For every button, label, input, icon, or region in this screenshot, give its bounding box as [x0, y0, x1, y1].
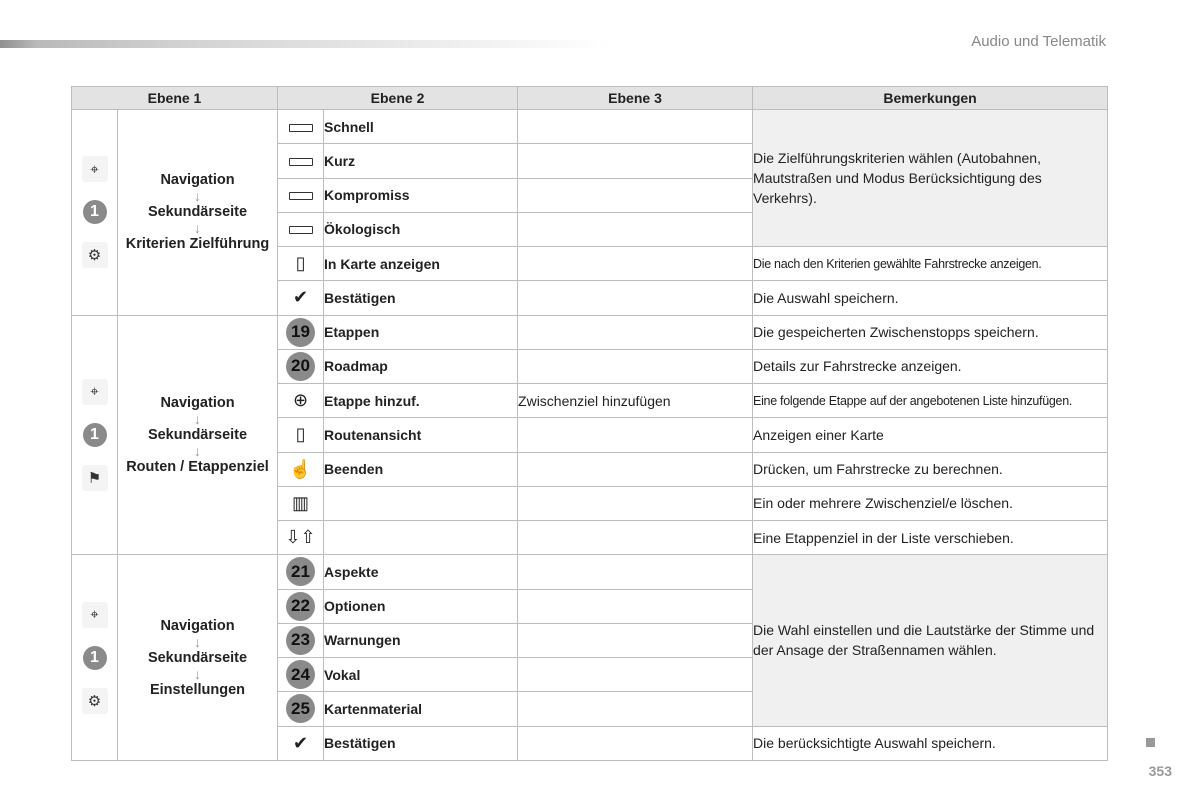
plus-circle-icon: ⊕ [292, 390, 309, 411]
number-19-icon: 19 [286, 318, 315, 347]
table-header-row [72, 87, 1108, 110]
level3-label [518, 315, 753, 349]
bar-icon [289, 124, 313, 132]
map-icon: ▯ [295, 253, 306, 274]
remark-cell: Eine folgende Etappe auf der angebotenen Liste hinzufügen. [753, 384, 1108, 418]
level2-label: Optionen [324, 589, 518, 623]
level2-label: Kurz [324, 144, 518, 178]
number-22-icon: 22 [286, 592, 315, 621]
level2-label [324, 486, 518, 520]
number-25-icon: 25 [286, 694, 315, 723]
level1-icons-cell [72, 555, 118, 761]
level2-label: Beenden [324, 452, 518, 486]
level1-path [118, 315, 278, 555]
bar-icon [289, 226, 313, 234]
level2-label: Bestätigen [324, 726, 518, 761]
check-icon: ✔ [292, 287, 309, 308]
button-1-icon: 1 [83, 200, 107, 224]
level1-icons-cell [72, 110, 118, 316]
trash-icon: ▥ [292, 492, 310, 513]
remark-cell: Die berücksichtigte Auswahl speichern. [753, 726, 1108, 761]
level3-label [518, 589, 753, 623]
remark-cell: Die Wahl einstellen und die Lautstärke der Stimme und der Ansage der Straßennamen wählen. [753, 555, 1108, 726]
navigation-icon: ⌖ [82, 156, 108, 182]
reorder-icon: ⇩⇧ [285, 527, 316, 548]
number-23-icon: 23 [286, 626, 315, 655]
level3-label [518, 212, 753, 246]
remark-cell: Anzeigen einer Karte [753, 418, 1108, 452]
remark-cell: Eine Etappenziel in der Liste verschieben. [753, 521, 1108, 555]
level3-label [518, 178, 753, 212]
level2-label: Bestätigen [324, 281, 518, 315]
level3-label [518, 349, 753, 383]
path-step: Kriterien Zielführung [125, 236, 270, 253]
level2-label: Aspekte [324, 555, 518, 589]
remark-cell: Ein oder mehrere Zwischenziel/e löschen. [753, 486, 1108, 520]
bar-icon [289, 192, 313, 200]
path-step: Navigation [160, 172, 235, 189]
header-ebene-3: Ebene 3 [518, 87, 753, 110]
button-1-icon: 1 [83, 646, 107, 670]
path-step: Routen / Etappenziel [126, 458, 269, 475]
remark-cell: Details zur Fahrstrecke anzeigen. [753, 349, 1108, 383]
level2-label: Etappe hinzuf. [324, 384, 518, 418]
menu-table [71, 86, 1108, 761]
route-criteria-icon: ⚙ [82, 242, 108, 268]
level1-icons-cell [72, 315, 118, 555]
page-number: 353 [1148, 763, 1172, 779]
table-row [72, 315, 1108, 349]
arrow-down-icon: ↓ [194, 220, 201, 237]
remark-cell: Die Zielführungskriterien wählen (Autobahnen, Mautstraßen und Modus Berücksichtigung des Verkehrs). [753, 110, 1108, 247]
settings-gear-icon: ⚙ [82, 688, 108, 714]
level3-label [518, 110, 753, 144]
navigation-icon: ⌖ [82, 602, 108, 628]
route-flag-icon: ⚑ [82, 465, 108, 491]
level2-label: Vokal [324, 658, 518, 692]
path-step: Navigation [160, 617, 235, 634]
button-1-icon: 1 [83, 423, 107, 447]
number-20-icon: 20 [286, 352, 315, 381]
level2-label: Ökologisch [324, 212, 518, 246]
table-row [72, 110, 1108, 144]
map-icon: ▯ [295, 424, 306, 445]
path-step: Navigation [160, 394, 235, 411]
level3-label: Zwischenziel hinzufügen [518, 384, 753, 418]
level2-label: Kompromiss [324, 178, 518, 212]
arrow-down-icon: ↓ [194, 410, 201, 427]
level2-label: Warnungen [324, 623, 518, 657]
hand-icon: ☝ [289, 458, 312, 479]
path-step: Sekundärseite [147, 204, 248, 221]
level2-label [324, 521, 518, 555]
level3-label [518, 281, 753, 315]
level2-label: In Karte anzeigen [324, 247, 518, 281]
level2-label: Routenansicht [324, 418, 518, 452]
header-bemerkungen: Bemerkungen [753, 87, 1108, 110]
level2-label: Schnell [324, 110, 518, 144]
arrow-down-icon: ↓ [194, 633, 201, 650]
path-step: Sekundärseite [147, 426, 248, 443]
level2-label: Roadmap [324, 349, 518, 383]
header-gradient-bar [0, 40, 610, 48]
path-step: Einstellungen [149, 681, 246, 698]
level3-label [518, 555, 753, 589]
level3-label [518, 521, 753, 555]
remark-cell: Die gespeicherten Zwischenstopps speichern. [753, 315, 1108, 349]
header-ebene-1: Ebene 1 [72, 87, 278, 110]
level3-label [518, 726, 753, 761]
check-icon: ✔ [292, 732, 309, 753]
remark-cell: Die Auswahl speichern. [753, 281, 1108, 315]
header-ebene-2: Ebene 2 [278, 87, 518, 110]
arrow-down-icon: ↓ [194, 442, 201, 459]
remark-cell: Die nach den Kriterien gewählte Fahrstrecke anzeigen. [753, 247, 1108, 281]
level3-label [518, 623, 753, 657]
level3-label [518, 418, 753, 452]
arrow-down-icon: ↓ [194, 665, 201, 682]
level1-path [118, 110, 278, 316]
level3-label [518, 486, 753, 520]
level3-label [518, 144, 753, 178]
remark-cell: Drücken, um Fahrstrecke zu berechnen. [753, 452, 1108, 486]
arrow-down-icon: ↓ [194, 188, 201, 205]
level3-label [518, 247, 753, 281]
level3-label [518, 692, 753, 726]
table-row [72, 555, 1108, 589]
bar-icon [289, 158, 313, 166]
level1-path [118, 555, 278, 761]
page-marker [1146, 738, 1155, 747]
number-24-icon: 24 [286, 660, 315, 689]
level2-label: Etappen [324, 315, 518, 349]
level3-label [518, 452, 753, 486]
level3-label [518, 658, 753, 692]
level2-label: Kartenmaterial [324, 692, 518, 726]
number-21-icon: 21 [286, 557, 315, 586]
section-title: Audio und Telematik [971, 33, 1106, 50]
path-step: Sekundärseite [147, 649, 248, 666]
navigation-icon: ⌖ [82, 379, 108, 405]
